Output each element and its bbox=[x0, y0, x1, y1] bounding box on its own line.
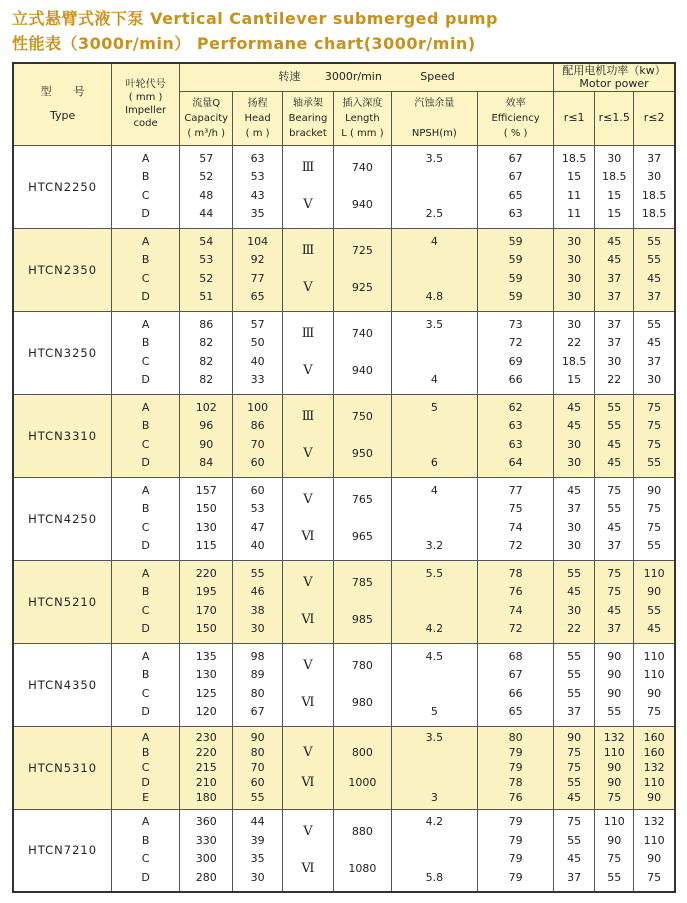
motor-r2-header: r≤2 bbox=[634, 91, 675, 145]
length-cell: 780 980 bbox=[334, 643, 392, 726]
efficiency-cell: 79 79 79 79 bbox=[478, 809, 554, 892]
head-cell: 98 89 80 67 bbox=[233, 643, 282, 726]
table-row bbox=[13, 311, 675, 394]
bracket-cell: Ⅴ Ⅵ bbox=[282, 809, 333, 892]
motor-r15-cell: 75 75 45 37 bbox=[595, 560, 634, 643]
impeller-codes-cell: A B C D bbox=[112, 809, 180, 892]
bracket-cell: Ⅲ Ⅴ bbox=[282, 228, 333, 311]
speed-header bbox=[180, 63, 554, 91]
bracket-header: 轴承架 Bearing bracket bbox=[282, 91, 333, 145]
efficiency-cell: 62 63 63 64 bbox=[478, 394, 554, 477]
speed-value: 3000r/min bbox=[324, 70, 382, 84]
performance-table bbox=[12, 62, 676, 893]
type-header: 型 号 Type bbox=[13, 63, 112, 145]
capacity-cell: 57 52 48 44 bbox=[180, 145, 233, 228]
motor-r15-cell: 37 37 30 22 bbox=[595, 311, 634, 394]
bracket-cell: Ⅲ Ⅴ bbox=[282, 311, 333, 394]
npsh-header: 汽蚀余量 NPSH(m) bbox=[391, 91, 477, 145]
efficiency-cell: 67 67 65 63 bbox=[478, 145, 554, 228]
motor-r1-cell: 45 37 30 30 bbox=[554, 477, 595, 560]
impeller-codes-cell: A B C D bbox=[112, 643, 180, 726]
head-cell: 60 53 47 40 bbox=[233, 477, 282, 560]
impeller-codes-cell: A B C D bbox=[112, 394, 180, 477]
efficiency-header: 效率 Efficiency ( % ) bbox=[478, 91, 554, 145]
head-cell: 90 80 70 60 55 bbox=[233, 726, 282, 809]
motor-label-en: Motor power bbox=[579, 77, 649, 91]
capacity-cell: 220 195 170 150 bbox=[180, 560, 233, 643]
motor-r15-cell: 90 90 90 55 bbox=[595, 643, 634, 726]
table-row bbox=[13, 145, 675, 228]
motor-r15-cell: 75 55 45 37 bbox=[595, 477, 634, 560]
motor-r1-header: r≤1 bbox=[554, 91, 595, 145]
npsh-cell: 5.5 4.2 bbox=[391, 560, 477, 643]
speed-label-en: Speed bbox=[420, 70, 455, 84]
motor-r2-cell: 110 110 90 75 bbox=[634, 643, 675, 726]
capacity-cell: 86 82 82 82 bbox=[180, 311, 233, 394]
bracket-cell: Ⅲ Ⅴ bbox=[282, 145, 333, 228]
npsh-cell: 5 6 bbox=[391, 394, 477, 477]
title-line-2: 性能表（3000r/min） Performane chart(3000r/min) bbox=[12, 34, 476, 53]
motor-r2-cell: 37 30 18.5 18.5 bbox=[634, 145, 675, 228]
model-cell: HTCN3310 bbox=[13, 394, 112, 477]
table-row bbox=[13, 394, 675, 477]
motor-r1-cell: 45 45 30 30 bbox=[554, 394, 595, 477]
efficiency-cell: 80 79 79 78 76 bbox=[478, 726, 554, 809]
motor-r2-cell: 55 45 37 30 bbox=[634, 311, 675, 394]
bracket-cell: Ⅲ Ⅴ bbox=[282, 394, 333, 477]
motor-r1-cell: 55 45 30 22 bbox=[554, 560, 595, 643]
npsh-cell: 4 3.2 bbox=[391, 477, 477, 560]
motor-r15-cell: 45 45 37 37 bbox=[595, 228, 634, 311]
impeller-codes-cell: A B C D bbox=[112, 560, 180, 643]
motor-r15-cell: 55 55 45 45 bbox=[595, 394, 634, 477]
motor-r2-cell: 75 75 75 55 bbox=[634, 394, 675, 477]
bracket-cell: Ⅴ Ⅵ bbox=[282, 560, 333, 643]
model-cell: HTCN3250 bbox=[13, 311, 112, 394]
motor-r1-cell: 55 55 55 37 bbox=[554, 643, 595, 726]
capacity-header: 流量Q Capacity ( m³/h ) bbox=[180, 91, 233, 145]
length-cell: 725 925 bbox=[334, 228, 392, 311]
impeller-codes-cell: A B C D bbox=[112, 311, 180, 394]
capacity-cell: 360 330 300 280 bbox=[180, 809, 233, 892]
npsh-cell: 3.5 4 bbox=[391, 311, 477, 394]
motor-r2-cell: 55 55 45 37 bbox=[634, 228, 675, 311]
capacity-cell: 230 220 215 210 180 bbox=[180, 726, 233, 809]
length-header: 插入深度 Length L ( mm ) bbox=[334, 91, 392, 145]
capacity-cell: 135 130 125 120 bbox=[180, 643, 233, 726]
efficiency-cell: 59 59 59 59 bbox=[478, 228, 554, 311]
capacity-cell: 102 96 90 84 bbox=[180, 394, 233, 477]
bracket-cell: Ⅴ Ⅵ bbox=[282, 726, 333, 809]
speed-label-cn: 转速 bbox=[278, 70, 301, 84]
motor-r1-cell: 75 55 45 37 bbox=[554, 809, 595, 892]
head-cell: 63 53 43 35 bbox=[233, 145, 282, 228]
motor-r15-cell: 132 110 90 90 75 bbox=[595, 726, 634, 809]
length-cell: 750 950 bbox=[334, 394, 392, 477]
motor-r2-cell: 110 90 55 45 bbox=[634, 560, 675, 643]
motor-r2-cell: 160 160 132 110 90 bbox=[634, 726, 675, 809]
length-cell: 740 940 bbox=[334, 145, 392, 228]
npsh-cell: 3.5 3 bbox=[391, 726, 477, 809]
model-cell: HTCN2350 bbox=[13, 228, 112, 311]
npsh-cell: 4 4.8 bbox=[391, 228, 477, 311]
impeller-codes-cell: A B C D bbox=[112, 145, 180, 228]
head-cell: 57 50 40 33 bbox=[233, 311, 282, 394]
length-cell: 785 985 bbox=[334, 560, 392, 643]
length-cell: 880 1080 bbox=[334, 809, 392, 892]
motor-header bbox=[554, 63, 675, 91]
motor-r2-cell: 132 110 90 75 bbox=[634, 809, 675, 892]
motor-r15-cell: 110 90 75 55 bbox=[595, 809, 634, 892]
impeller-header: 叶轮代号 ( mm ) Impeller code bbox=[112, 63, 180, 145]
motor-r1-cell: 18.5 15 11 11 bbox=[554, 145, 595, 228]
table-row bbox=[13, 643, 675, 726]
title-line-1: 立式悬臂式液下泵 Vertical Cantilever submerged pump bbox=[12, 9, 499, 28]
head-cell: 44 39 35 30 bbox=[233, 809, 282, 892]
npsh-cell: 3.5 2.5 bbox=[391, 145, 477, 228]
efficiency-cell: 77 75 74 72 bbox=[478, 477, 554, 560]
motor-label-cn: 配用电机功率（kw） bbox=[562, 64, 666, 78]
table-row bbox=[13, 228, 675, 311]
impeller-codes-cell: A B C D bbox=[112, 228, 180, 311]
length-cell: 740 940 bbox=[334, 311, 392, 394]
head-cell: 104 92 77 65 bbox=[233, 228, 282, 311]
head-cell: 100 86 70 60 bbox=[233, 394, 282, 477]
impeller-codes-cell: A B C D bbox=[112, 477, 180, 560]
impeller-codes-cell: A B C D E bbox=[112, 726, 180, 809]
motor-r15-cell: 30 18.5 15 15 bbox=[595, 145, 634, 228]
model-cell: HTCN5210 bbox=[13, 560, 112, 643]
motor-r1-cell: 90 75 75 55 45 bbox=[554, 726, 595, 809]
capacity-cell: 54 53 52 51 bbox=[180, 228, 233, 311]
capacity-cell: 157 150 130 115 bbox=[180, 477, 233, 560]
efficiency-cell: 68 67 66 65 bbox=[478, 643, 554, 726]
head-cell: 55 46 38 30 bbox=[233, 560, 282, 643]
motor-r1-cell: 30 22 18.5 15 bbox=[554, 311, 595, 394]
head-header: 扬程 Head ( m ) bbox=[233, 91, 282, 145]
npsh-cell: 4.2 5.8 bbox=[391, 809, 477, 892]
model-cell: HTCN2250 bbox=[13, 145, 112, 228]
model-cell: HTCN4250 bbox=[13, 477, 112, 560]
bracket-cell: Ⅴ Ⅵ bbox=[282, 477, 333, 560]
table-row bbox=[13, 560, 675, 643]
table-row bbox=[13, 809, 675, 892]
table-row bbox=[13, 477, 675, 560]
motor-r2-cell: 90 75 75 55 bbox=[634, 477, 675, 560]
npsh-cell: 4.5 5 bbox=[391, 643, 477, 726]
bracket-cell: Ⅴ Ⅵ bbox=[282, 643, 333, 726]
motor-r1-cell: 30 30 30 30 bbox=[554, 228, 595, 311]
efficiency-cell: 73 72 69 66 bbox=[478, 311, 554, 394]
motor-r15-header: r≤1.5 bbox=[595, 91, 634, 145]
model-cell: HTCN4350 bbox=[13, 643, 112, 726]
efficiency-cell: 78 76 74 72 bbox=[478, 560, 554, 643]
length-cell: 800 1000 bbox=[334, 726, 392, 809]
model-cell: HTCN5310 bbox=[13, 726, 112, 809]
table-row bbox=[13, 726, 675, 809]
length-cell: 765 965 bbox=[334, 477, 392, 560]
model-cell: HTCN7210 bbox=[13, 809, 112, 892]
